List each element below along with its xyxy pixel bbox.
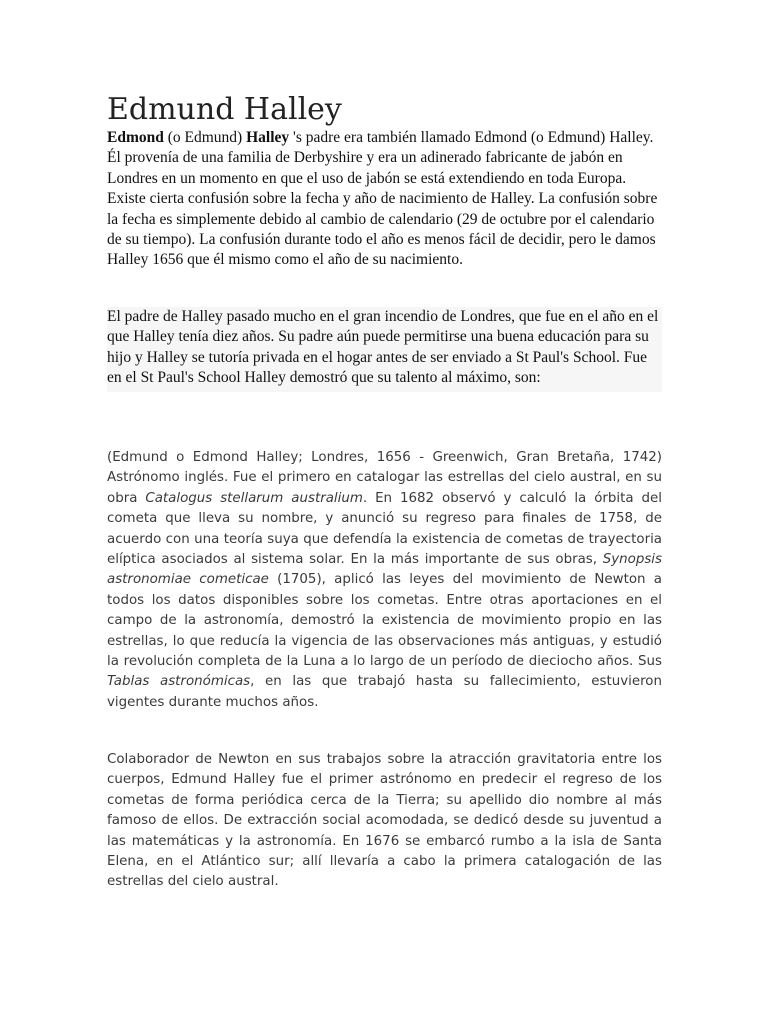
biography-paragraph-4: Colaborador de Newton en sus trabajos sobre la atracción gravitatoria entre los cuerpos, Edmund Halley fue el primer astrónomo en predecir el regreso de los cometas de forma periódica cerca de la Tierra; su apellido dio nombre al más famoso de ellos. De extracción social acomodada, se dedicó desde su juventud a las matemáticas y la astronomía. En 1676 se embarcó rumbo a la isla de Santa Elena, en el Atlántico sur; allí llevaría a cabo la primera catalogación de las estrellas del cielo austral.	[107, 752, 662, 890]
biography-paragraph-2: El padre de Halley pasado mucho en el gran incendio de Londres, que fue en el año en el que Halley tenía diez años. Su padre aún puede permitirse una buena educación para su hijo y Halley se tutoría privada en el hogar antes de ser enviado a St Paul's School. Fue en el St Paul's School Halley demostró que su talento al máximo, son:	[107, 307, 662, 392]
biography-paragraph-1	[107, 128, 662, 271]
para1-text-2: 's padre era también llamado Edmond (o Edmund) Halley. Él provenía de una familia de Derbyshire y era un adinerado fabricante de jabón en Londres en un momento en que el uso de jabón se está extendiendo en toda Europa. Existe cierta confusión sobre la fecha y año de nacimiento de Halley. La confusión sobre la fecha es simplemente debido al cambio de calendario (29 de octubre por el calendario de su tiempo). La confusión durante todo el año es menos fácil de decidir, pero le damos Halley 1656 que él mismo como el año de su nacimiento.	[107, 129, 658, 269]
para3-text-3: (1705), aplicó las leyes del movimiento de Newton a todos los datos disponibles sobre los cometas. Entre otras aportaciones en el campo de la astronomía, demostró la existencia de movimiento propio en las estrellas, lo que reducía la vigencia de las observaciones más antiguas, y estudió la revolución completa de la Luna a lo largo de un período de dieciocho años. Sus	[107, 572, 662, 670]
bold-name-halley: Halley	[246, 129, 290, 146]
document-title: Edmund Halley	[107, 92, 342, 127]
para3-text-1: (Edmund o Edmond Halley; Londres, 1656 - Greenwich, Gran Bretaña, 1742) Astrónomo inglés. Fue el primero en catalogar las estrellas del cielo austral, en su obra	[107, 450, 662, 506]
italic-title-tablas: Tablas astronómicas	[107, 674, 251, 690]
italic-title-synopsis: Synopsis astronomiae cometicae	[107, 552, 662, 588]
para3-text-2: . En 1682 observó y calculó la órbita del cometa que lleva su nombre, y anunció su regreso para finales de 1758, de acuerdo con una teoría suya que defendía la existencia de cometas de trayectoria elíptica asociados al sistema solar. En la más importante de sus obras,	[107, 490, 662, 568]
biography-paragraph-3	[107, 448, 662, 713]
italic-title-catalogus: Catalogus stellarum australium	[145, 490, 363, 506]
para1-text-1: (o Edmund)	[163, 129, 247, 146]
para3-text-4: , en las que trabajó hasta su fallecimiento, estuvieron vigentes durante muchos años.	[107, 674, 662, 710]
bold-name-edmond: Edmond	[107, 129, 164, 146]
